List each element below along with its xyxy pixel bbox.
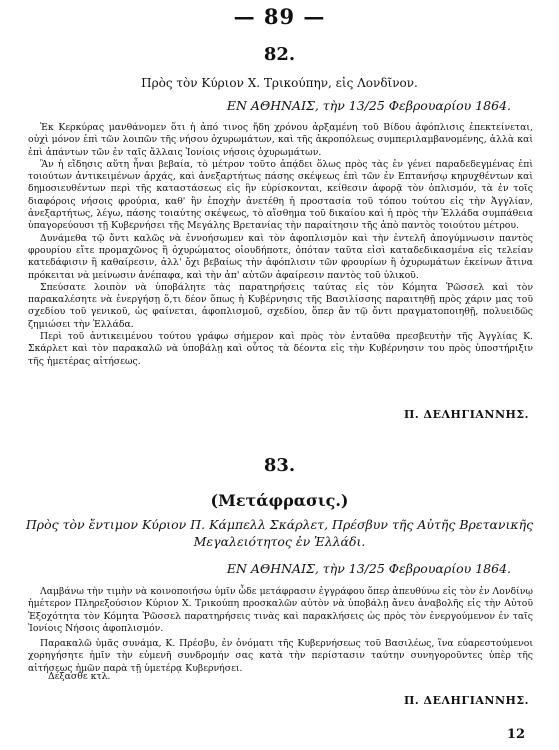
document-82-paragraph: Ἐκ Κερκύρας μανθάνομεν ὅτι ἡ ἀπό τινος ἤδη χρόνου ἀρξαμένη τοῦ Βίδου ἀφόπλισις ἐπεκτείνεται, οὐχὶ μόνον ἐπὶ τῶν λοιπῶν τῆς νήσου ὀχυρωμάτων, καὶ τῆς ἀκροπόλεως συμπεριλαμβανομένης, ἀλλὰ καὶ ἐπὶ ἁπάντων τῶν ἐν ταῖς ἄλλαις Ἰονίοις νήσοις ὀχυρωμάτων.	[28, 122, 533, 158]
document-83-paragraph: Λαμβάνω τὴν τιμὴν νὰ κοινοποιήσω ὑμῖν ὧδε μετάφρασιν ἐγγράφου ὅπερ ἀπευθύνω εἰς τὸν ἐν Λονδίνῳ ἡμέτερον Πληρεξούσιον Κύριον Χ. Τρικούπη προσκαλῶν αὐτὸν νὰ ὑποβάλῃ ἄνευ ἀναβολῆς εἰς τὴν Αὐτοῦ Ἐξοχότητα τὸν Κόμητα Ῥῶσσελ παρατηρήσεις τινὰς καὶ παρακλήσεις ὡς πρὸς τὸν ἐνεργούμενον ἐν ταῖς Ἰονίοις Νήσοις ἀφοπλισμόν.	[28, 586, 533, 634]
document-83-number: 83.	[263, 455, 296, 476]
document-83-paragraph: Παρακαλῶ ὑμᾶς συνάμα, Κ. Πρέσβυ, ἐν ὀνόματι τῆς Κυβερνήσεως τοῦ Βασιλέως, ἵνα εὐαρεστούμενοι χορηγήσητε ἡμῖν τὴν εὐμενῆ συνδρομήν σας κατὰ τὴν περίστασιν ταύτην συνηγοροῦντες ὑπὲρ τῆς αἰτήσεως ἡμῶν παρὰ τῇ ὑμετέρᾳ Κυβερνήσει.	[28, 638, 533, 674]
document-82-body	[28, 122, 533, 368]
document-83-addressee-line: Πρὸς τὸν ἔντιμον Κύριον Π. Κάμπελλ Σκάρλετ, Πρέσβυν τῆς Αὐτῆς Βρετανικῆς	[25, 517, 534, 532]
document-83-addressee	[0, 516, 559, 550]
document-83-body	[28, 586, 533, 675]
document-83-addressee-line: Μεγαλειότητος ἐν Ἑλλάδι.	[193, 534, 366, 549]
document-82-paragraph: Περὶ τοῦ ἀντικειμένου τούτου γράφω σήμερον καὶ πρὸς τὸν ἐνταῦθα πρεσβευτὴν τῆς Ἀγγλίας Κ. Σκάρλετ καὶ τὸν παρακαλῶ νὰ ὑποβάλῃ καὶ οὗτος τὰ δέοντα εἰς τὴν Κυβέρνησιν του πρὸς ὑποστήριξιν τῆς ἡμετέρας αἰτήσεως.	[28, 331, 533, 367]
printer-signature-mark: 12	[506, 727, 525, 742]
document-83-closing: Δέξασθε κτλ.	[48, 671, 111, 682]
document-82-paragraph: Ἂν ἡ εἴδησις αὕτη ἦναι βεβαία, τὸ μέτρον τοῦτο ἀπᾴδει ὅλως πρὸς τὰς ἐν γένει παραδεδεγμένας ἐπὶ τοιούτων ἀντικειμένων ἀρχάς, καὶ ἀνεξαρτήτως πάσης σκέψεως ἐπὶ τῶν ἐν Επτανήσῳ κηρυχθέντων καὶ δημοσιευθέντων περὶ τῆς καταστάσεως εἰς ἣν εὑρίσκονται, κείθεσιν ἀφορᾷ τὸν ὁπλισμόν, τὰ ἐν τοῖς διαφόροις νήσοις φρούρια, καθ' ἣν ἐποχὴν ἀνετέθη ἡ προστασία τοῦ τόπου τούτου εἰς τὴν Ἀγγλίαν, ἀνεξαρτήτως, λέγω, πάσης τοιαύτης σκέψεως, τὸ αἴσθημα τοῦ δικαίου καὶ ἡ πρὸς τὴν Ἑλλάδα συμπάθεια ὑπαγορεύουσι τῇ Κυβερνήσει τῆς Μεγάλης Βρετανίας τὴν παραίτησιν τῆς ἀπὸ παντὸς τοιούτου μέτρου.	[28, 158, 533, 232]
running-head-page-number: — 89 —	[233, 4, 326, 29]
document-82-dateline: ΕΝ ΑΘΗΝΑΙΣ, τὴν 13/25 Φεβρουαρίου 1864.	[226, 98, 511, 113]
document-83-dateline: ΕΝ ΑΘΗΝΑΙΣ, τὴν 13/25 Φεβρουαρίου 1864.	[226, 561, 511, 576]
document-83-signature: Π. ΔΕΛΗΓΙΑΝΝΗΣ.	[404, 694, 529, 707]
document-82-address: Πρὸς τὸν Κύριον Χ. Τρικούπην, εἰς Λονδῖνον.	[141, 76, 418, 90]
document-82-paragraph: Σπεύσατε λοιπὸν νὰ ὑποβάλητε τὰς παρατηρήσεις ταύτας εἰς τὸν Κόμητα Ῥῶσσελ καὶ τὸν παρακαλέσητε νὰ ἐνεργήσῃ ὅ,τι δέον ὅπως ἡ Κυβέρνησις τῆς Βασιλίσσης παραιτηθῇ πρὸς χάριν μας τοῦ σχεδίου τοῦ γενικοῦ, ὡς φαίνεται, ἀφοπλισμοῦ, σχεδίου, ὅπερ ἄν τῷ ὄντι πραγματοποιηθῇ, πολυειδῶς ζημιώσει τὴν Ἑλλάδα.	[28, 281, 533, 330]
translation-heading: (Μετάφρασις.)	[210, 491, 349, 510]
document-82-number: 82.	[263, 44, 296, 65]
document-82-paragraph: Δυνάμεθα τῷ ὄντι καλῶς νὰ ἐννοήσωμεν καὶ τὸν ἀφοπλισμὸν καὶ τὴν ἐντελῆ ἀπογύμνωσιν παντὸς φρουρίου εἴτε προμαχῶνος ἢ ὀχυρώματος οἱουδήποτε, ὁπόταν ταῦτα εἰσὶ καταδεδικασμένα εἰς τελείαν κατεδάφισιν ἢ καθαίρεσιν, ἀλλ' ὄχι βεβαίως τὴν ἀφόπλισιν τῶν φρουρίων ἢ ὀχυρωμάτων ἐκείνων ἅτινα πρόκειται νὰ μείνωσιν ἀνέπαφα, καὶ τὴν ἀπ' αὐτῶν ἀφαίρεσιν παντὸς τοῦ ὑλικοῦ.	[28, 232, 533, 281]
document-82-signature: Π. ΔΕΛΗΓΙΑΝΝΗΣ.	[404, 408, 529, 421]
